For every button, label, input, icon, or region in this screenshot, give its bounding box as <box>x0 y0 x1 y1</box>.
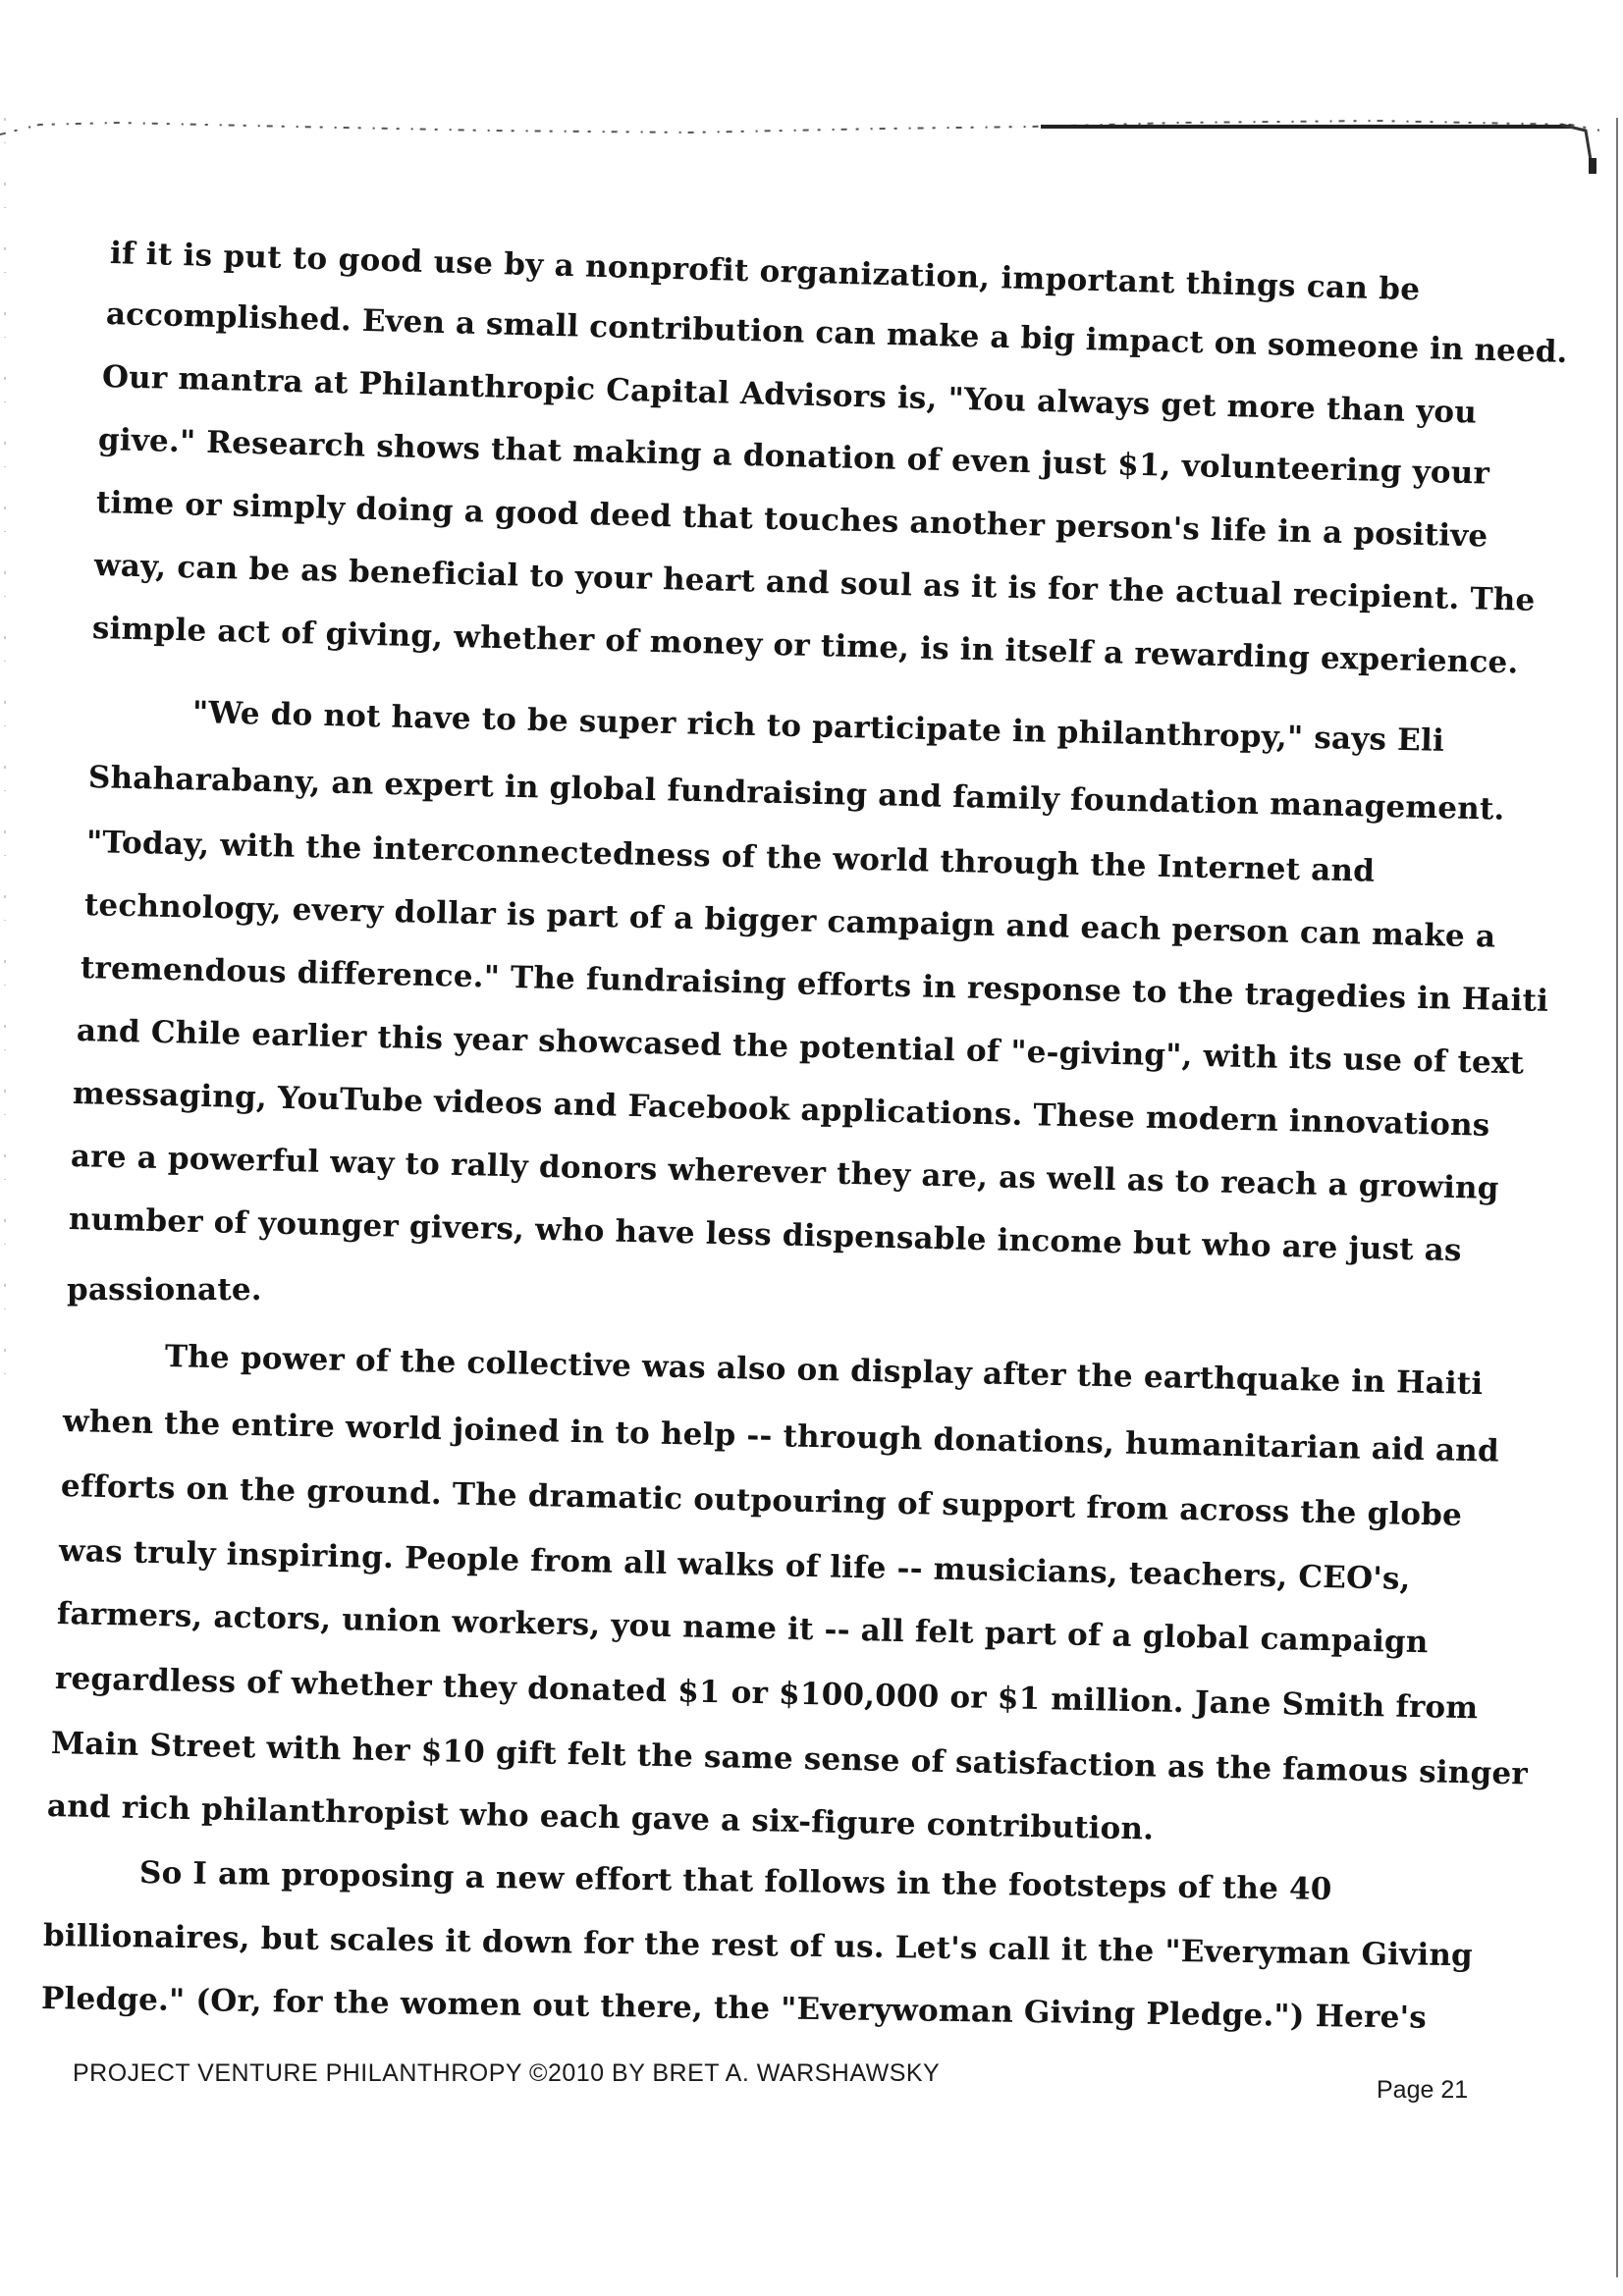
footer-copyright: PROJECT VENTURE PHILANTHROPY ©2010 BY BRET A. WARSHAWSKY <box>73 2059 941 2087</box>
body-line: technology, every dollar is part of a bigger campaign and each person can make a <box>83 887 1496 955</box>
body-line: "Today, with the interconnectedness of the world through the Internet and <box>85 825 1376 889</box>
body-line: regardless of whether they donated $1 or $100,000 or $1 million. Jane Smith from <box>54 1661 1479 1727</box>
body-line: and Chile earlier this year showcased the potential of "e-giving", with its use of text <box>76 1013 1525 1082</box>
body-line: The power of the collective was also on display after the earthquake in Haiti <box>164 1339 1484 1403</box>
body-line: are a powerful way to rally donors wherever they are, as well as to reach a growing <box>70 1139 1500 1207</box>
body-line: if it is put to good use by a nonprofit organization, important things can be <box>109 236 1421 308</box>
body-line: simple act of giving, whether of money or time, is in itself a rewarding experience. <box>91 611 1519 681</box>
body-line: when the entire world joined in to help -- through donations, humanitarian aid and <box>62 1404 1500 1469</box>
body-line: Main Street with her $10 gift felt the same sense of satisfaction as the famous singer <box>50 1726 1529 1792</box>
body-line: farmers, actors, union workers, you name it -- all felt part of a global campaign <box>56 1596 1430 1661</box>
body-line: tremendous difference." The fundraising efforts in response to the tragedies in Haiti <box>80 950 1549 1019</box>
body-line: messaging, YouTube videos and Facebook applications. These modern innovations <box>72 1076 1490 1144</box>
body-line: "We do not have to be super rich to participate in philanthropy," says Eli <box>191 695 1445 759</box>
body-line: Shaharabany, an expert in global fundraising and family foundation management. <box>87 760 1505 828</box>
body-line: Our mantra at Philanthropic Capital Advisors is, "You always get more than you <box>101 359 1478 431</box>
body-line: Pledge." (Or, for the women out there, the "Everywoman Giving Pledge.") Here's <box>40 1981 1428 2036</box>
body-line: efforts on the ground. The dramatic outpouring of support from across the globe <box>60 1468 1463 1533</box>
body-line: time or simply doing a good deed that touches another person's life in a positive <box>95 485 1488 555</box>
body-line: and rich philanthropist who each gave a six-figure contribution. <box>46 1789 1155 1847</box>
body-line: number of younger givers, who have less dispensable income but who are just as <box>68 1201 1463 1269</box>
body-line: was truly inspiring. People from all walks of life -- musicians, teachers, CEO's, <box>58 1533 1411 1597</box>
body-line: So I am proposing a new effort that follows in the footsteps of the 40 <box>138 1855 1332 1907</box>
body-line: way, can be as beneficial to your heart and soul as it is for the actual recipient. The <box>93 548 1536 618</box>
body-line: passionate. <box>67 1272 262 1308</box>
body-line: accomplished. Even a small contribution can make a big impact on someone in need. <box>105 296 1568 370</box>
page-number: Page 21 <box>1377 2076 1469 2104</box>
body-line: give." Research shows that making a donation of even just $1, volunteering your <box>97 422 1490 492</box>
body-line: billionaires, but scales it down for the rest of us. Let's call it the "Everyman Giving <box>42 1918 1474 1974</box>
